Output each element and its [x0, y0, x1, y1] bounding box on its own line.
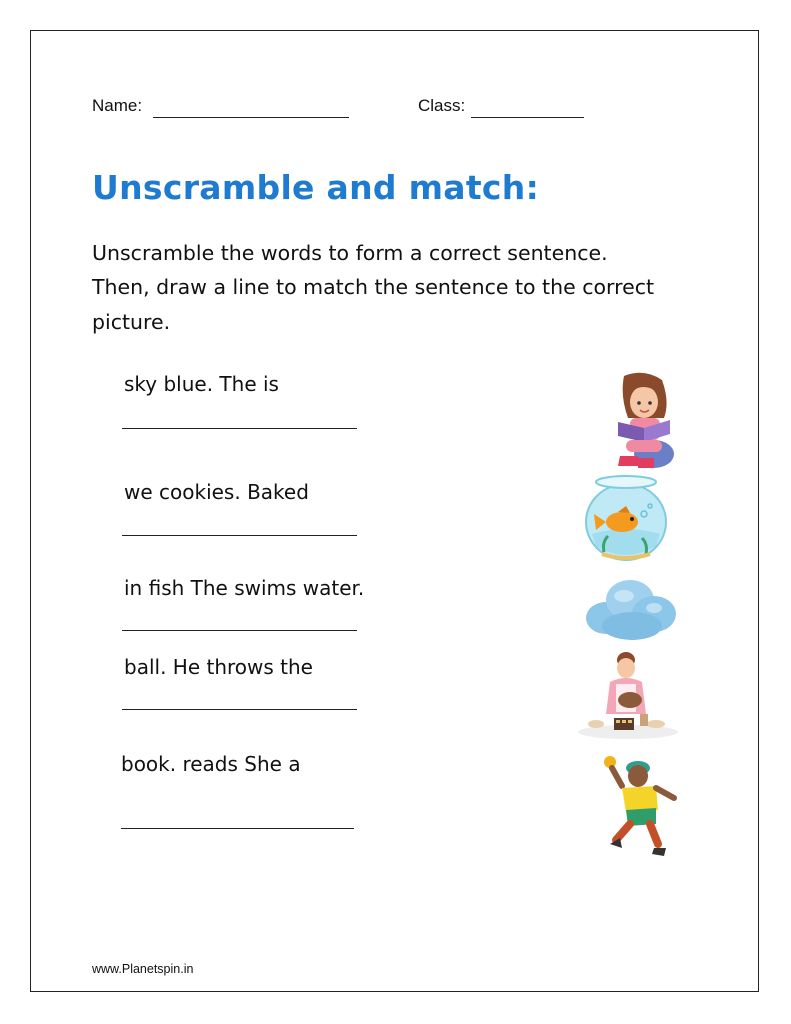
class-label: Class:	[418, 96, 466, 115]
name-field[interactable]	[153, 117, 349, 118]
scrambled-sentence-1: sky blue. The is	[124, 372, 279, 396]
scrambled-sentence-5: book. reads She a	[121, 752, 301, 776]
instruction-line-3: picture.	[92, 310, 171, 334]
scrambled-sentence-3: in fish The swims water.	[124, 576, 365, 600]
instruction-line-1: Unscramble the words to form a correct sentence.	[92, 241, 608, 265]
scrambled-sentence-2: we cookies. Baked	[124, 480, 309, 504]
answer-line-2[interactable]	[122, 535, 357, 536]
scrambled-sentence-4: ball. He throws the	[124, 655, 313, 679]
cloud-icon	[584, 572, 678, 644]
footer-website[interactable]: www.Planetspin.in	[92, 962, 194, 976]
class-field[interactable]	[471, 117, 584, 118]
answer-line-4[interactable]	[122, 709, 357, 710]
instruction-line-2: Then, draw a line to match the sentence to the correct	[92, 275, 654, 299]
answer-line-1[interactable]	[122, 428, 357, 429]
fishbowl-icon	[582, 472, 670, 562]
answer-line-5[interactable]	[121, 828, 354, 829]
worksheet-title: Unscramble and match:	[92, 168, 540, 207]
girl-reading-icon	[608, 372, 680, 472]
answer-line-3[interactable]	[122, 630, 357, 631]
boy-throwing-ball-icon	[600, 752, 684, 858]
name-label: Name:	[92, 96, 143, 115]
baker-icon	[576, 648, 680, 740]
